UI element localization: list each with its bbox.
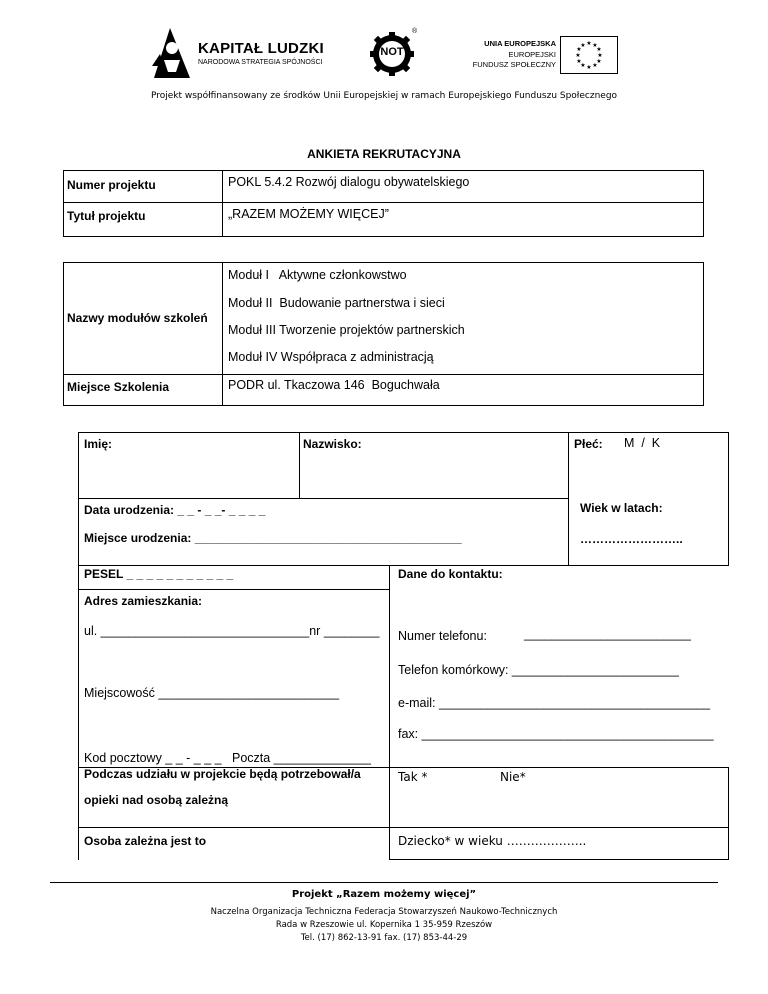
project-title-label: Tytuł projektu	[67, 209, 146, 223]
age-field[interactable]: ……………………..	[580, 532, 683, 546]
svg-text:★: ★	[592, 63, 598, 69]
fax-field[interactable]: fax: __________________________________________	[398, 727, 714, 741]
svg-text:★: ★	[576, 59, 582, 65]
address-label: Adres zamieszkania:	[84, 594, 203, 608]
care-yes-label: Tak	[398, 770, 418, 784]
project-number-label: Numer projektu	[67, 178, 156, 192]
not-text: NOT	[380, 46, 404, 58]
eu-title: UNIA EUROPEJSKA	[484, 39, 556, 48]
birth-date-field[interactable]: Data urodzenia: _ _ - _ _- _ _ _ _	[84, 503, 266, 517]
gender-options[interactable]: M / K	[624, 436, 661, 450]
project-title-value: „RAZEM MOŻEMY WIĘCEJ”	[228, 207, 389, 221]
eu-stars-icon	[561, 37, 617, 73]
svg-text:★: ★	[597, 53, 603, 59]
birth-place-field[interactable]: Miejsce urodzenia: ________________________________________	[84, 531, 462, 545]
project-number-value: POKL 5.4.2 Rozwój dialogu obywatelskiego	[228, 175, 470, 189]
eu-line2: EUROPEJSKI	[508, 50, 556, 59]
phone-field[interactable]: ________________________	[524, 627, 691, 641]
modules-label: Nazwy modułów szkoleń	[67, 311, 208, 325]
module-item: Moduł III Tworzenie projektów partnerskich	[228, 323, 465, 337]
care-question-line1: Podczas udziału w projekcie będą potrzebował/a	[84, 767, 361, 781]
not-registered-mark: ®	[412, 28, 418, 35]
care-question-line2: opieki nad osobą zależną	[84, 793, 229, 807]
pesel-field[interactable]: PESEL _ _ _ _ _ _ _ _ _ _ _	[84, 567, 234, 581]
care-no-label: Nie	[500, 770, 520, 784]
dependent-label: Osoba zależna jest to	[84, 834, 207, 848]
module-item: Moduł I Aktywne członkowstwo	[228, 268, 407, 282]
kl-title: KAPITAŁ LUDZKI	[198, 40, 324, 57]
footer-divider	[50, 882, 718, 883]
svg-text:★: ★	[575, 53, 581, 59]
kapital-ludzki-emblem-icon	[150, 26, 194, 80]
eu-flag	[560, 36, 618, 74]
first-name-label: Imię:	[84, 437, 113, 451]
contact-label: Dane do kontaktu:	[398, 567, 503, 581]
module-item: Moduł II Budowanie partnerstwa i sieci	[228, 296, 445, 310]
dependent-star: *	[444, 834, 451, 848]
footer-line2: Rada w Rzeszowie ul. Kopernika 1 35-959 Rzeszów	[275, 920, 493, 930]
page-title: ANKIETA REKRUTACYJNA	[307, 147, 461, 161]
care-yes-option[interactable]	[398, 770, 427, 784]
dependent-child-label: Dziecko	[398, 834, 445, 848]
svg-text:★: ★	[586, 65, 592, 71]
training-place-label: Miejsce Szkolenia	[67, 380, 170, 394]
footer-project: Projekt „Razem możemy więcej”	[291, 889, 477, 900]
svg-text:★: ★	[580, 63, 586, 69]
training-place-value: PODR ul. Tkaczowa 146 Boguchwała	[228, 378, 440, 392]
svg-text:★: ★	[576, 47, 582, 53]
not-logo	[370, 30, 420, 78]
dependent-field[interactable]	[398, 834, 586, 848]
mobile-field[interactable]: Telefon komórkowy: ________________________	[398, 663, 679, 677]
city-field[interactable]: Miejscowość __________________________	[84, 686, 340, 700]
svg-text:★: ★	[596, 47, 602, 53]
eu-line3: FUNDUSZ SPOŁECZNY	[472, 60, 556, 69]
age-label: Wiek w latach:	[580, 501, 663, 515]
svg-text:★: ★	[580, 43, 586, 49]
care-yes-star: *	[421, 770, 428, 784]
svg-text:★: ★	[596, 59, 602, 65]
phone-label: Numer telefonu:	[398, 629, 487, 643]
email-field[interactable]: e-mail: _______________________________________	[398, 696, 711, 710]
street-field[interactable]: ul. ______________________________nr ________	[84, 624, 380, 638]
module-item: Moduł IV Współpraca z administracją	[228, 350, 434, 364]
care-no-option[interactable]	[500, 770, 526, 784]
svg-text:★: ★	[592, 43, 598, 49]
last-name-label: Nazwisko:	[303, 437, 362, 451]
kl-subtitle: NARODOWA STRATEGIA SPÓJNOŚCI	[198, 59, 323, 66]
cofinance-note: Projekt współfinansowany ze środków Unii Europejskiej w ramach Europejskiego Funduszu Społecznego	[150, 91, 618, 101]
footer-line1: Naczelna Organizacja Techniczna Federacja Stowarzyszeń Naukowo-Technicznych	[210, 907, 558, 917]
footer-line3: Tel. (17) 862-13-91 fax. (17) 853-44-29	[300, 933, 468, 943]
postal-field[interactable]: Kod pocztowy _ _ - _ _ _ Poczta ______________	[84, 751, 372, 765]
care-no-star: *	[519, 770, 526, 784]
kapital-ludzki-logo	[150, 26, 325, 80]
dependent-age-field[interactable]: w wieku ………………..	[454, 834, 587, 848]
gender-label: Płeć:	[574, 437, 603, 451]
svg-text:★: ★	[586, 41, 592, 47]
